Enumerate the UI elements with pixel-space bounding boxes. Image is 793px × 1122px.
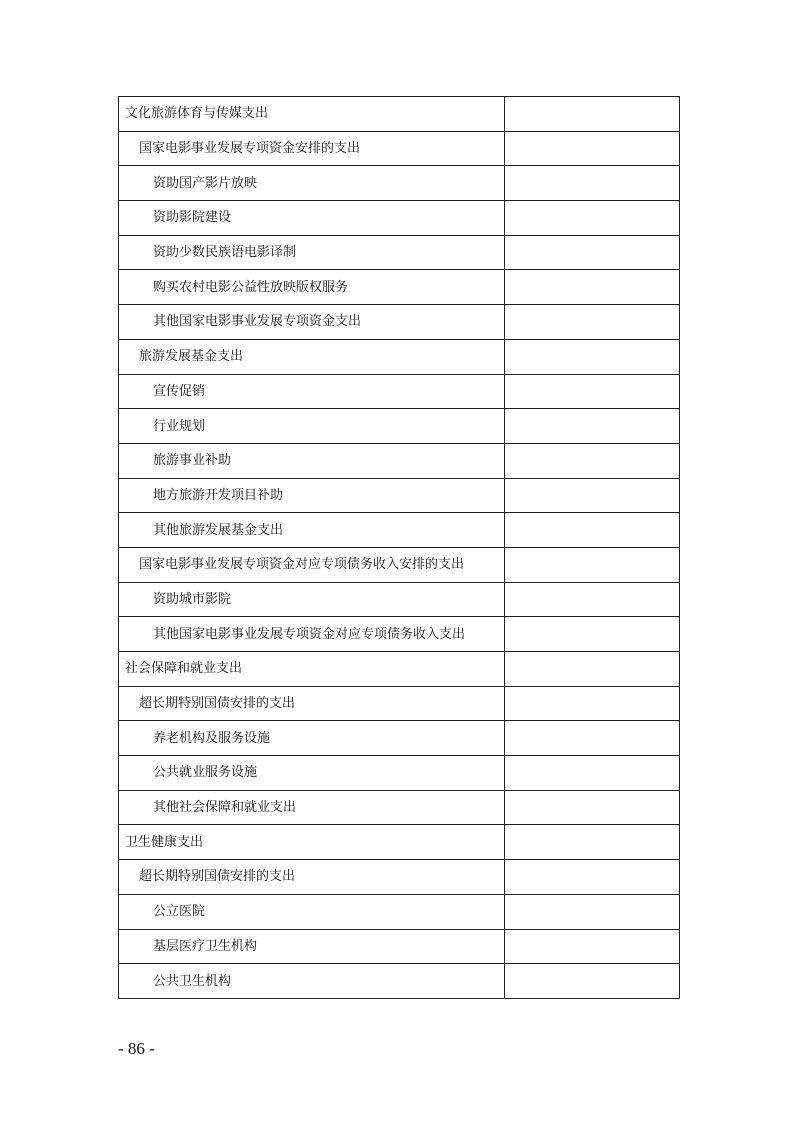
amount-cell [505,131,680,166]
page-number: - 86 - [118,1039,155,1058]
amount-cell [505,339,680,374]
category-cell: 其他旅游发展基金支出 [119,513,505,548]
category-cell: 资助城市影院 [119,582,505,617]
amount-cell [505,686,680,721]
table-row [119,894,680,929]
table-row [119,478,680,513]
amount-cell [505,547,680,582]
category-cell: 社会保障和就业支出 [119,652,505,687]
category-cell: 基层医疗卫生机构 [119,929,505,964]
amount-cell [505,443,680,478]
amount-cell [505,652,680,687]
amount-cell [505,478,680,513]
table-row [119,305,680,340]
category-cell: 超长期特别国债安排的支出 [119,686,505,721]
amount-cell [505,894,680,929]
category-cell: 国家电影事业发展专项资金对应专项债务收入安排的支出 [119,547,505,582]
category-cell: 行业规划 [119,409,505,444]
amount-cell [505,374,680,409]
category-cell: 旅游事业补助 [119,443,505,478]
category-cell: 地方旅游开发项目补助 [119,478,505,513]
table-row [119,825,680,860]
table-row [119,964,680,999]
table-row [119,443,680,478]
table-row [119,582,680,617]
table-row [119,790,680,825]
category-cell: 文化旅游体育与传媒支出 [119,97,505,132]
category-cell: 其他国家电影事业发展专项资金对应专项债务收入支出 [119,617,505,652]
amount-cell [505,825,680,860]
category-cell: 公立医院 [119,894,505,929]
category-cell: 其他国家电影事业发展专项资金支出 [119,305,505,340]
table-row [119,929,680,964]
table-row [119,270,680,305]
table-row [119,201,680,236]
category-cell: 旅游发展基金支出 [119,339,505,374]
category-cell: 公共卫生机构 [119,964,505,999]
table-row [119,513,680,548]
amount-cell [505,790,680,825]
amount-cell [505,409,680,444]
category-cell: 资助少数民族语电影译制 [119,235,505,270]
amount-cell [505,305,680,340]
table-row [119,686,680,721]
category-cell: 资助影院建设 [119,201,505,236]
table-row [119,617,680,652]
amount-cell [505,166,680,201]
table-row [119,374,680,409]
category-cell: 其他社会保障和就业支出 [119,790,505,825]
amount-cell [505,929,680,964]
table-row [119,97,680,132]
amount-cell [505,201,680,236]
table-row [119,652,680,687]
table-row [119,131,680,166]
budget-expenditure-table [118,96,680,999]
table-row [119,756,680,791]
amount-cell [505,860,680,895]
category-cell: 超长期特别国债安排的支出 [119,860,505,895]
amount-cell [505,721,680,756]
table-row [119,339,680,374]
table-row [119,166,680,201]
amount-cell [505,617,680,652]
table-row [119,547,680,582]
table-row [119,409,680,444]
category-cell: 购买农村电影公益性放映版权服务 [119,270,505,305]
category-cell: 公共就业服务设施 [119,756,505,791]
category-cell: 宣传促销 [119,374,505,409]
amount-cell [505,270,680,305]
table-row [119,721,680,756]
amount-cell [505,582,680,617]
amount-cell [505,513,680,548]
category-cell: 资助国产影片放映 [119,166,505,201]
amount-cell [505,964,680,999]
category-cell: 卫生健康支出 [119,825,505,860]
table-row [119,235,680,270]
amount-cell [505,756,680,791]
amount-cell [505,235,680,270]
category-cell: 养老机构及服务设施 [119,721,505,756]
category-cell: 国家电影事业发展专项资金安排的支出 [119,131,505,166]
table-body [119,97,680,999]
table-row [119,860,680,895]
amount-cell [505,97,680,132]
